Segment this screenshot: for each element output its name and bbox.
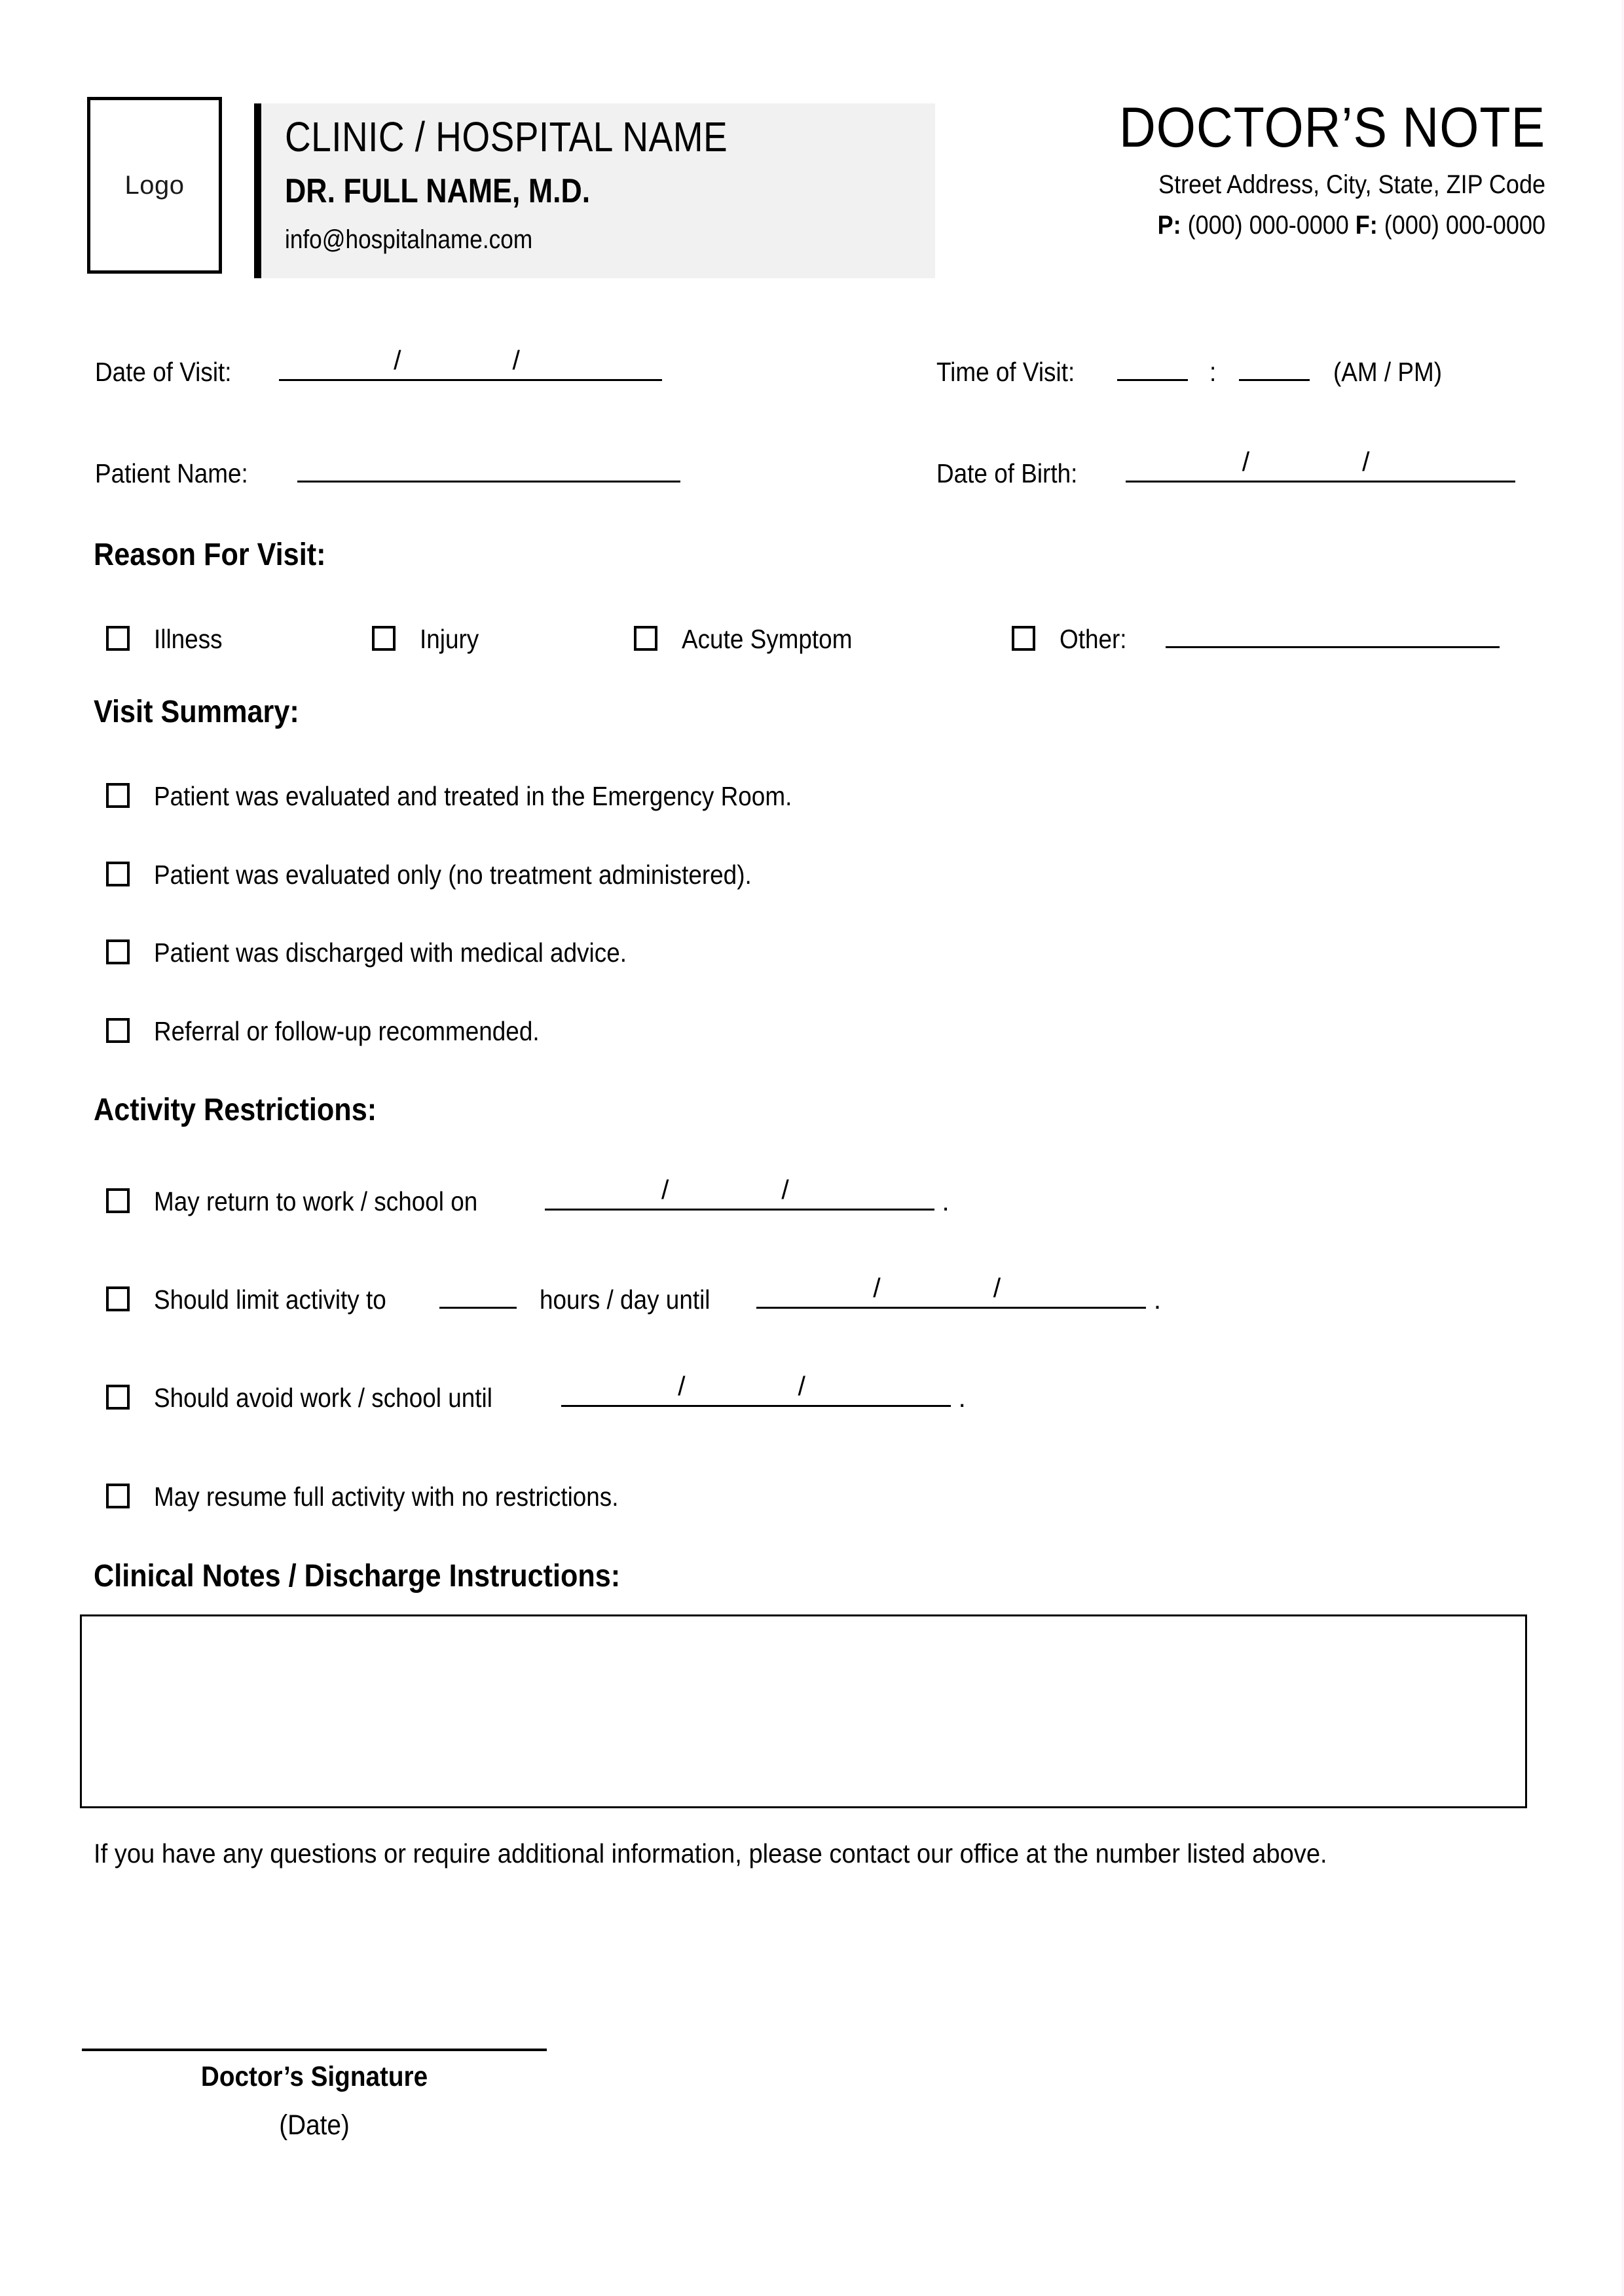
clinic-name: CLINIC / HOSPITAL NAME — [285, 113, 728, 160]
patient-name-label: Patient Name: — [95, 458, 248, 488]
visit-summary-item-label: Patient was evaluated only (no treatment administered). — [154, 860, 752, 890]
reason-option-acute-symptom[interactable] — [634, 624, 872, 655]
checkbox-icon[interactable] — [106, 939, 130, 964]
page-edge-trim — [1621, 0, 1624, 2296]
reason-option-label: Injury — [420, 624, 479, 654]
doctor-signature-line[interactable] — [82, 2048, 547, 2051]
checkbox-icon[interactable] — [1012, 626, 1035, 651]
checkbox-icon[interactable] — [634, 626, 657, 651]
activity-restriction-label: Should avoid work / school until — [154, 1383, 493, 1413]
patient-name-row — [95, 458, 680, 489]
checkbox-icon[interactable] — [372, 626, 396, 651]
checkbox-icon[interactable] — [106, 1018, 130, 1043]
date-of-birth-row — [936, 446, 1515, 489]
date-of-visit-input[interactable] — [279, 345, 662, 381]
activity-restriction-label: May resume full activity with no restrictions. — [154, 1482, 619, 1512]
checkbox-icon[interactable] — [106, 1385, 130, 1410]
checkbox-icon[interactable] — [106, 862, 130, 886]
visit-summary-item[interactable] — [106, 860, 819, 890]
visit-summary-item[interactable] — [106, 781, 863, 812]
reason-option-other[interactable] — [1012, 624, 1500, 655]
phone-prefix-label: P: — [1157, 211, 1181, 240]
activity-restriction-period: . — [942, 1186, 950, 1216]
date-of-visit-slashes: / / — [394, 345, 520, 375]
checkbox-icon[interactable] — [106, 1484, 130, 1508]
clinic-address: Street Address, City, State, ZIP Code — [1158, 170, 1545, 200]
avoid-date-slashes: / / — [678, 1371, 805, 1401]
date-of-birth-rule — [1126, 480, 1515, 483]
visit-summary-item[interactable] — [106, 938, 680, 968]
document-header — [0, 0, 1624, 308]
signature-date-label: (Date) — [279, 2109, 350, 2141]
limit-hours-input[interactable] — [439, 1306, 517, 1309]
reason-option-illness[interactable] — [106, 624, 231, 655]
page-title: DOCTOR’S NOTE — [1118, 96, 1545, 159]
document-title-block — [884, 98, 1545, 242]
doctor-name: DR. FULL NAME, M.D. — [285, 172, 591, 210]
visit-summary-item-label: Referral or follow-up recommended. — [154, 1016, 540, 1046]
reason-option-label: Acute Symptom — [682, 624, 853, 654]
time-separator-label: : — [1209, 357, 1217, 387]
phone-number: (000) 000-0000 — [1187, 211, 1349, 240]
limit-date-slashes: / / — [873, 1273, 1001, 1303]
checkbox-icon[interactable] — [106, 1188, 130, 1213]
time-minute-input[interactable] — [1239, 378, 1310, 381]
activity-restriction-label: May return to work / school on — [154, 1186, 478, 1216]
checkbox-icon[interactable] — [106, 626, 130, 651]
date-of-visit-row — [95, 345, 662, 388]
date-of-birth-slashes: / / — [1242, 446, 1370, 477]
date-of-visit-rule — [279, 378, 662, 381]
visit-summary-item[interactable] — [106, 1016, 582, 1047]
activity-restriction-period: . — [1153, 1285, 1162, 1315]
activity-restriction-limit-hours[interactable] — [106, 1273, 1162, 1315]
reason-for-visit-heading: Reason For Visit: — [94, 538, 326, 572]
limit-until-date-input[interactable] — [756, 1273, 1146, 1309]
activity-restriction-period: . — [958, 1383, 966, 1413]
clinic-phone-fax — [950, 208, 1545, 242]
activity-restriction-label: Should limit activity to — [154, 1285, 387, 1315]
avoid-work-date-input[interactable] — [561, 1371, 951, 1407]
checkbox-icon[interactable] — [106, 1286, 130, 1311]
clinical-notes-textarea[interactable] — [80, 1614, 1527, 1808]
visit-summary-heading: Visit Summary: — [94, 695, 299, 729]
checkbox-icon[interactable] — [106, 783, 130, 808]
logo-placeholder-box — [87, 97, 222, 274]
limit-hours-unit-label: hours / day until — [540, 1285, 710, 1315]
reason-option-label: Illness — [154, 624, 223, 654]
time-of-visit-label: Time of Visit: — [936, 357, 1075, 387]
avoid-work-rule — [561, 1404, 951, 1407]
return-date-slashes: / / — [661, 1175, 789, 1205]
time-of-visit-row — [936, 357, 1454, 388]
visit-summary-item-label: Patient was evaluated and treated in the Emergency Room. — [154, 781, 792, 811]
date-of-birth-label: Date of Birth: — [936, 458, 1078, 488]
date-of-birth-input[interactable] — [1126, 446, 1515, 483]
doctor-signature-label: Doctor’s Signature — [200, 2061, 428, 2092]
activity-restrictions-heading: Activity Restrictions: — [94, 1093, 377, 1127]
contact-note-text: If you have any questions or require additional information, please contact our office at the number listed above. — [94, 1838, 1327, 1868]
activity-restriction-return-to-work[interactable] — [106, 1175, 950, 1217]
time-hour-input[interactable] — [1117, 378, 1188, 381]
activity-restriction-avoid-work[interactable] — [106, 1371, 966, 1413]
clinical-notes-heading: Clinical Notes / Discharge Instructions: — [94, 1559, 621, 1594]
date-of-visit-label: Date of Visit: — [95, 357, 232, 387]
patient-name-input[interactable] — [297, 480, 680, 483]
reason-other-input[interactable] — [1166, 646, 1500, 648]
reason-option-injury[interactable] — [372, 624, 486, 655]
fax-number: (000) 000-0000 — [1384, 211, 1545, 240]
clinic-info-band — [254, 103, 935, 278]
limit-until-rule — [756, 1306, 1146, 1309]
activity-restriction-resume-full[interactable] — [106, 1482, 671, 1512]
fax-prefix-label: F: — [1355, 211, 1378, 240]
return-to-work-date-input[interactable] — [545, 1175, 934, 1211]
logo-placeholder-label: Logo — [124, 170, 185, 200]
return-to-work-rule — [545, 1208, 934, 1211]
am-pm-label: (AM / PM) — [1333, 357, 1442, 387]
visit-summary-item-label: Patient was discharged with medical advice. — [154, 938, 627, 968]
clinic-email: info@hospitalname.com — [285, 225, 533, 254]
reason-option-label: Other: — [1060, 624, 1127, 654]
